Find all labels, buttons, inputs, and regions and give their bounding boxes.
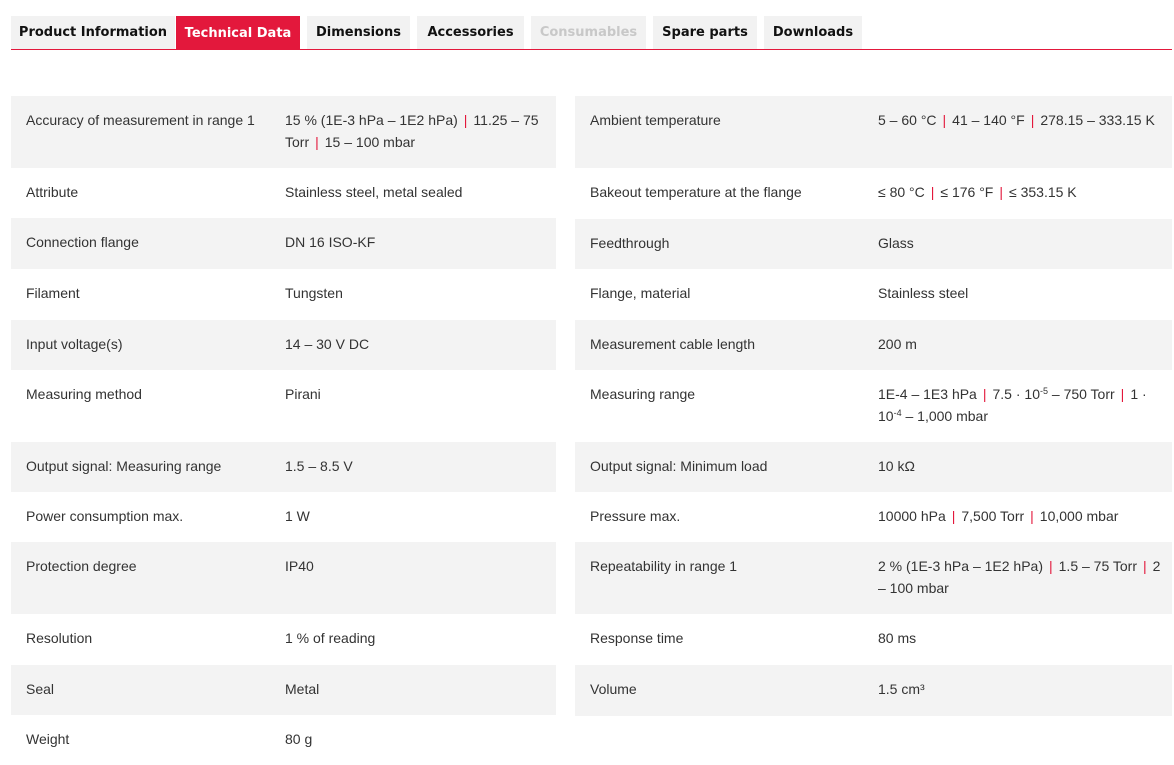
spec-value <box>285 282 553 304</box>
spec-value <box>878 505 1164 527</box>
tab-label: Technical Data <box>184 25 292 41</box>
spec-value <box>285 728 553 750</box>
value-text: Tungsten <box>285 285 343 301</box>
spec-value <box>878 555 1164 599</box>
spec-row-accuracy-of-measurement-in-range-1 <box>11 96 556 168</box>
value-segment <box>1059 558 1137 574</box>
spec-label: Attribute <box>26 184 79 200</box>
spec-value <box>285 455 553 477</box>
spec-row-bakeout-temperature-at-the-flange <box>575 168 1172 219</box>
spec-label: Measuring method <box>26 386 142 402</box>
spec-row-output-signal-measuring-range <box>11 442 556 492</box>
spec-label: Weight <box>26 731 70 747</box>
value-separator: | <box>315 134 319 150</box>
spec-row-output-signal-minimum-load <box>575 442 1172 492</box>
spec-label: Bakeout temperature at the flange <box>590 184 802 200</box>
tab-technical-data[interactable] <box>176 16 300 50</box>
value-segment <box>993 386 1115 402</box>
spec-label: Protection degree <box>26 558 137 574</box>
value-segment <box>878 285 968 301</box>
value-text: 7.5 · 10 <box>992 386 1040 402</box>
tab-bar <box>0 0 1172 51</box>
value-text: 80 ms <box>878 630 917 646</box>
spec-label: Measurement cable length <box>590 336 755 352</box>
spec-value <box>285 505 553 527</box>
value-text: 5 – 60 °C <box>878 112 937 128</box>
value-segment <box>878 112 937 128</box>
value-segment <box>940 184 993 200</box>
value-segment <box>878 386 977 402</box>
spec-value <box>285 383 553 405</box>
spec-label: Accuracy of measurement in range 1 <box>26 112 255 128</box>
value-text: ≤ 80 °C <box>878 184 925 200</box>
spec-label: Flange, material <box>590 285 691 301</box>
value-text: Stainless steel <box>878 285 969 301</box>
value-text: 41 – 140 °F <box>952 112 1025 128</box>
value-text: – 750 Torr <box>1048 386 1115 402</box>
value-text: IP40 <box>285 558 314 574</box>
value-text: 11.25 – 75 Torr <box>285 112 539 150</box>
spec-label: Input voltage(s) <box>26 336 123 352</box>
value-separator: | <box>1143 558 1147 574</box>
value-segment <box>1040 112 1154 128</box>
value-text: 10,000 mbar <box>1039 508 1119 524</box>
spec-row-measuring-range <box>575 370 1172 442</box>
value-text: 1 % of reading <box>285 630 376 646</box>
value-text: 278.15 – 333.15 K <box>1040 112 1155 128</box>
spec-value <box>285 333 553 355</box>
value-text: 14 – 30 V DC <box>285 336 370 352</box>
spec-value <box>878 333 1164 355</box>
tab-dimensions[interactable] <box>307 16 410 49</box>
value-text: ≤ 176 °F <box>940 184 994 200</box>
value-segment <box>285 285 343 301</box>
spec-row-filament <box>11 269 556 320</box>
value-text: Stainless steel, metal sealed <box>285 184 463 200</box>
value-segment <box>878 184 925 200</box>
value-text: Glass <box>878 235 914 251</box>
spec-row-pressure-max <box>575 492 1172 542</box>
spec-label: Measuring range <box>590 386 696 402</box>
spec-label: Response time <box>590 630 684 646</box>
spec-table-right <box>575 96 1172 716</box>
spec-row-measuring-method <box>11 370 556 442</box>
spec-row-volume <box>575 665 1172 716</box>
spec-label: Output signal: Measuring range <box>26 458 222 474</box>
spec-label: Volume <box>590 681 637 697</box>
value-segment <box>878 336 917 352</box>
spec-row-response-time <box>575 614 1172 665</box>
spec-value <box>285 181 553 203</box>
value-segment <box>285 336 369 352</box>
value-exponent: -5 <box>1039 386 1048 396</box>
spec-row-measurement-cable-length <box>575 320 1172 370</box>
spec-row-input-voltage-s <box>11 320 556 370</box>
tab-label: Dimensions <box>316 25 401 40</box>
spec-row-attribute <box>11 168 556 218</box>
value-text: 1E-4 – 1E3 hPa <box>878 386 977 402</box>
value-segment <box>878 681 925 697</box>
spec-value <box>878 627 1164 649</box>
tab-label: Consumables <box>539 25 638 40</box>
value-segment <box>285 731 312 747</box>
value-segment <box>285 458 353 474</box>
spec-row-power-consumption-max <box>11 492 556 542</box>
tab-label: Downloads <box>772 25 854 40</box>
spec-row-weight <box>11 715 556 765</box>
spec-label: Filament <box>26 285 80 301</box>
value-text: 80 g <box>285 731 313 747</box>
value-segment <box>285 386 321 402</box>
tab-label: Product Information <box>18 25 168 40</box>
spec-row-feedthrough <box>575 219 1172 269</box>
value-separator: | <box>942 112 947 128</box>
spec-label: Ambient temperature <box>590 112 721 128</box>
value-segment <box>878 558 1043 574</box>
value-separator: | <box>951 508 956 524</box>
spec-value <box>878 232 1164 254</box>
value-text: 1.5 – 8.5 V <box>285 458 353 474</box>
value-separator: | <box>1030 112 1035 128</box>
value-segment <box>285 558 314 574</box>
value-segment <box>285 681 319 697</box>
tab-consumables <box>531 16 646 49</box>
spec-row-seal <box>11 665 556 715</box>
spec-row-connection-flange <box>11 218 556 269</box>
value-text: 10 kΩ <box>878 458 915 474</box>
value-segment <box>1040 508 1119 524</box>
spec-row-resolution <box>11 614 556 665</box>
spec-row-repeatability-in-range-1 <box>575 542 1172 614</box>
value-segment <box>878 458 915 474</box>
value-segment <box>285 508 310 524</box>
value-text: 10000 hPa <box>878 508 946 524</box>
value-separator: | <box>1049 558 1053 574</box>
spec-value <box>285 231 553 253</box>
value-text: 2 % (1E-3 hPa – 1E2 hPa) <box>878 558 1043 574</box>
value-segment <box>961 508 1024 524</box>
value-text: Metal <box>285 681 320 697</box>
value-text: 1 W <box>285 508 310 524</box>
spec-label: Feedthrough <box>590 235 670 251</box>
spec-value <box>878 383 1164 427</box>
tab-spare-parts[interactable] <box>653 16 757 49</box>
value-segment <box>285 630 375 646</box>
value-separator: | <box>930 184 935 200</box>
spec-value <box>878 109 1164 131</box>
tab-accessories[interactable] <box>417 16 524 49</box>
spec-label: Seal <box>26 681 55 697</box>
value-text: 1.5 – 75 Torr <box>1058 558 1137 574</box>
spec-value <box>285 555 553 577</box>
spec-value <box>878 678 1164 700</box>
spec-label: Output signal: Minimum load <box>590 458 768 474</box>
spec-value <box>285 678 553 700</box>
tab-product-information[interactable] <box>11 16 175 49</box>
value-text: 1 · 10 <box>878 386 1147 424</box>
value-text: 2 – 100 mbar <box>878 558 1161 596</box>
spec-value <box>878 455 1164 477</box>
spec-table-left <box>11 96 556 761</box>
tab-label: Accessories <box>427 25 514 40</box>
spec-value <box>285 109 553 153</box>
spec-label: Pressure max. <box>590 508 681 524</box>
spec-row-ambient-temperature <box>575 96 1172 168</box>
value-text: DN 16 ISO-KF <box>285 234 376 250</box>
value-separator: | <box>463 112 468 128</box>
value-separator: | <box>982 386 987 402</box>
value-segment <box>325 134 415 150</box>
value-text: – 1,000 mbar <box>901 408 988 424</box>
value-segment <box>952 112 1025 128</box>
value-segment <box>285 112 458 128</box>
value-text: 15 % (1E-3 hPa – 1E2 hPa) <box>285 112 458 128</box>
value-segment <box>285 234 375 250</box>
spec-label: Power consumption max. <box>26 508 184 524</box>
tab-label: Spare parts <box>662 25 748 40</box>
value-text: ≤ 353.15 K <box>1009 184 1077 200</box>
spec-label: Connection flange <box>26 234 139 250</box>
spec-value <box>285 627 553 649</box>
spec-label: Resolution <box>26 630 93 646</box>
value-segment <box>878 630 916 646</box>
spec-row-protection-degree <box>11 542 556 614</box>
spec-value <box>878 181 1164 203</box>
value-segment <box>878 508 946 524</box>
value-separator: | <box>1120 386 1125 402</box>
spec-value <box>878 282 1164 304</box>
value-separator: | <box>999 184 1004 200</box>
value-text: 1.5 cm³ <box>878 681 925 697</box>
spec-label: Repeatability in range 1 <box>590 558 738 574</box>
value-exponent: -4 <box>893 408 902 418</box>
value-text: Pirani <box>285 386 321 402</box>
value-segment <box>1009 184 1077 200</box>
value-separator: | <box>1030 508 1034 524</box>
spec-row-flange-material <box>575 269 1172 320</box>
value-segment <box>285 184 462 200</box>
value-text: 7,500 Torr <box>961 508 1025 524</box>
value-segment <box>878 235 914 251</box>
tab-underline <box>11 49 1172 50</box>
value-text: 15 – 100 mbar <box>324 134 416 150</box>
value-text: 200 m <box>878 336 917 352</box>
tab-downloads[interactable] <box>764 16 862 49</box>
